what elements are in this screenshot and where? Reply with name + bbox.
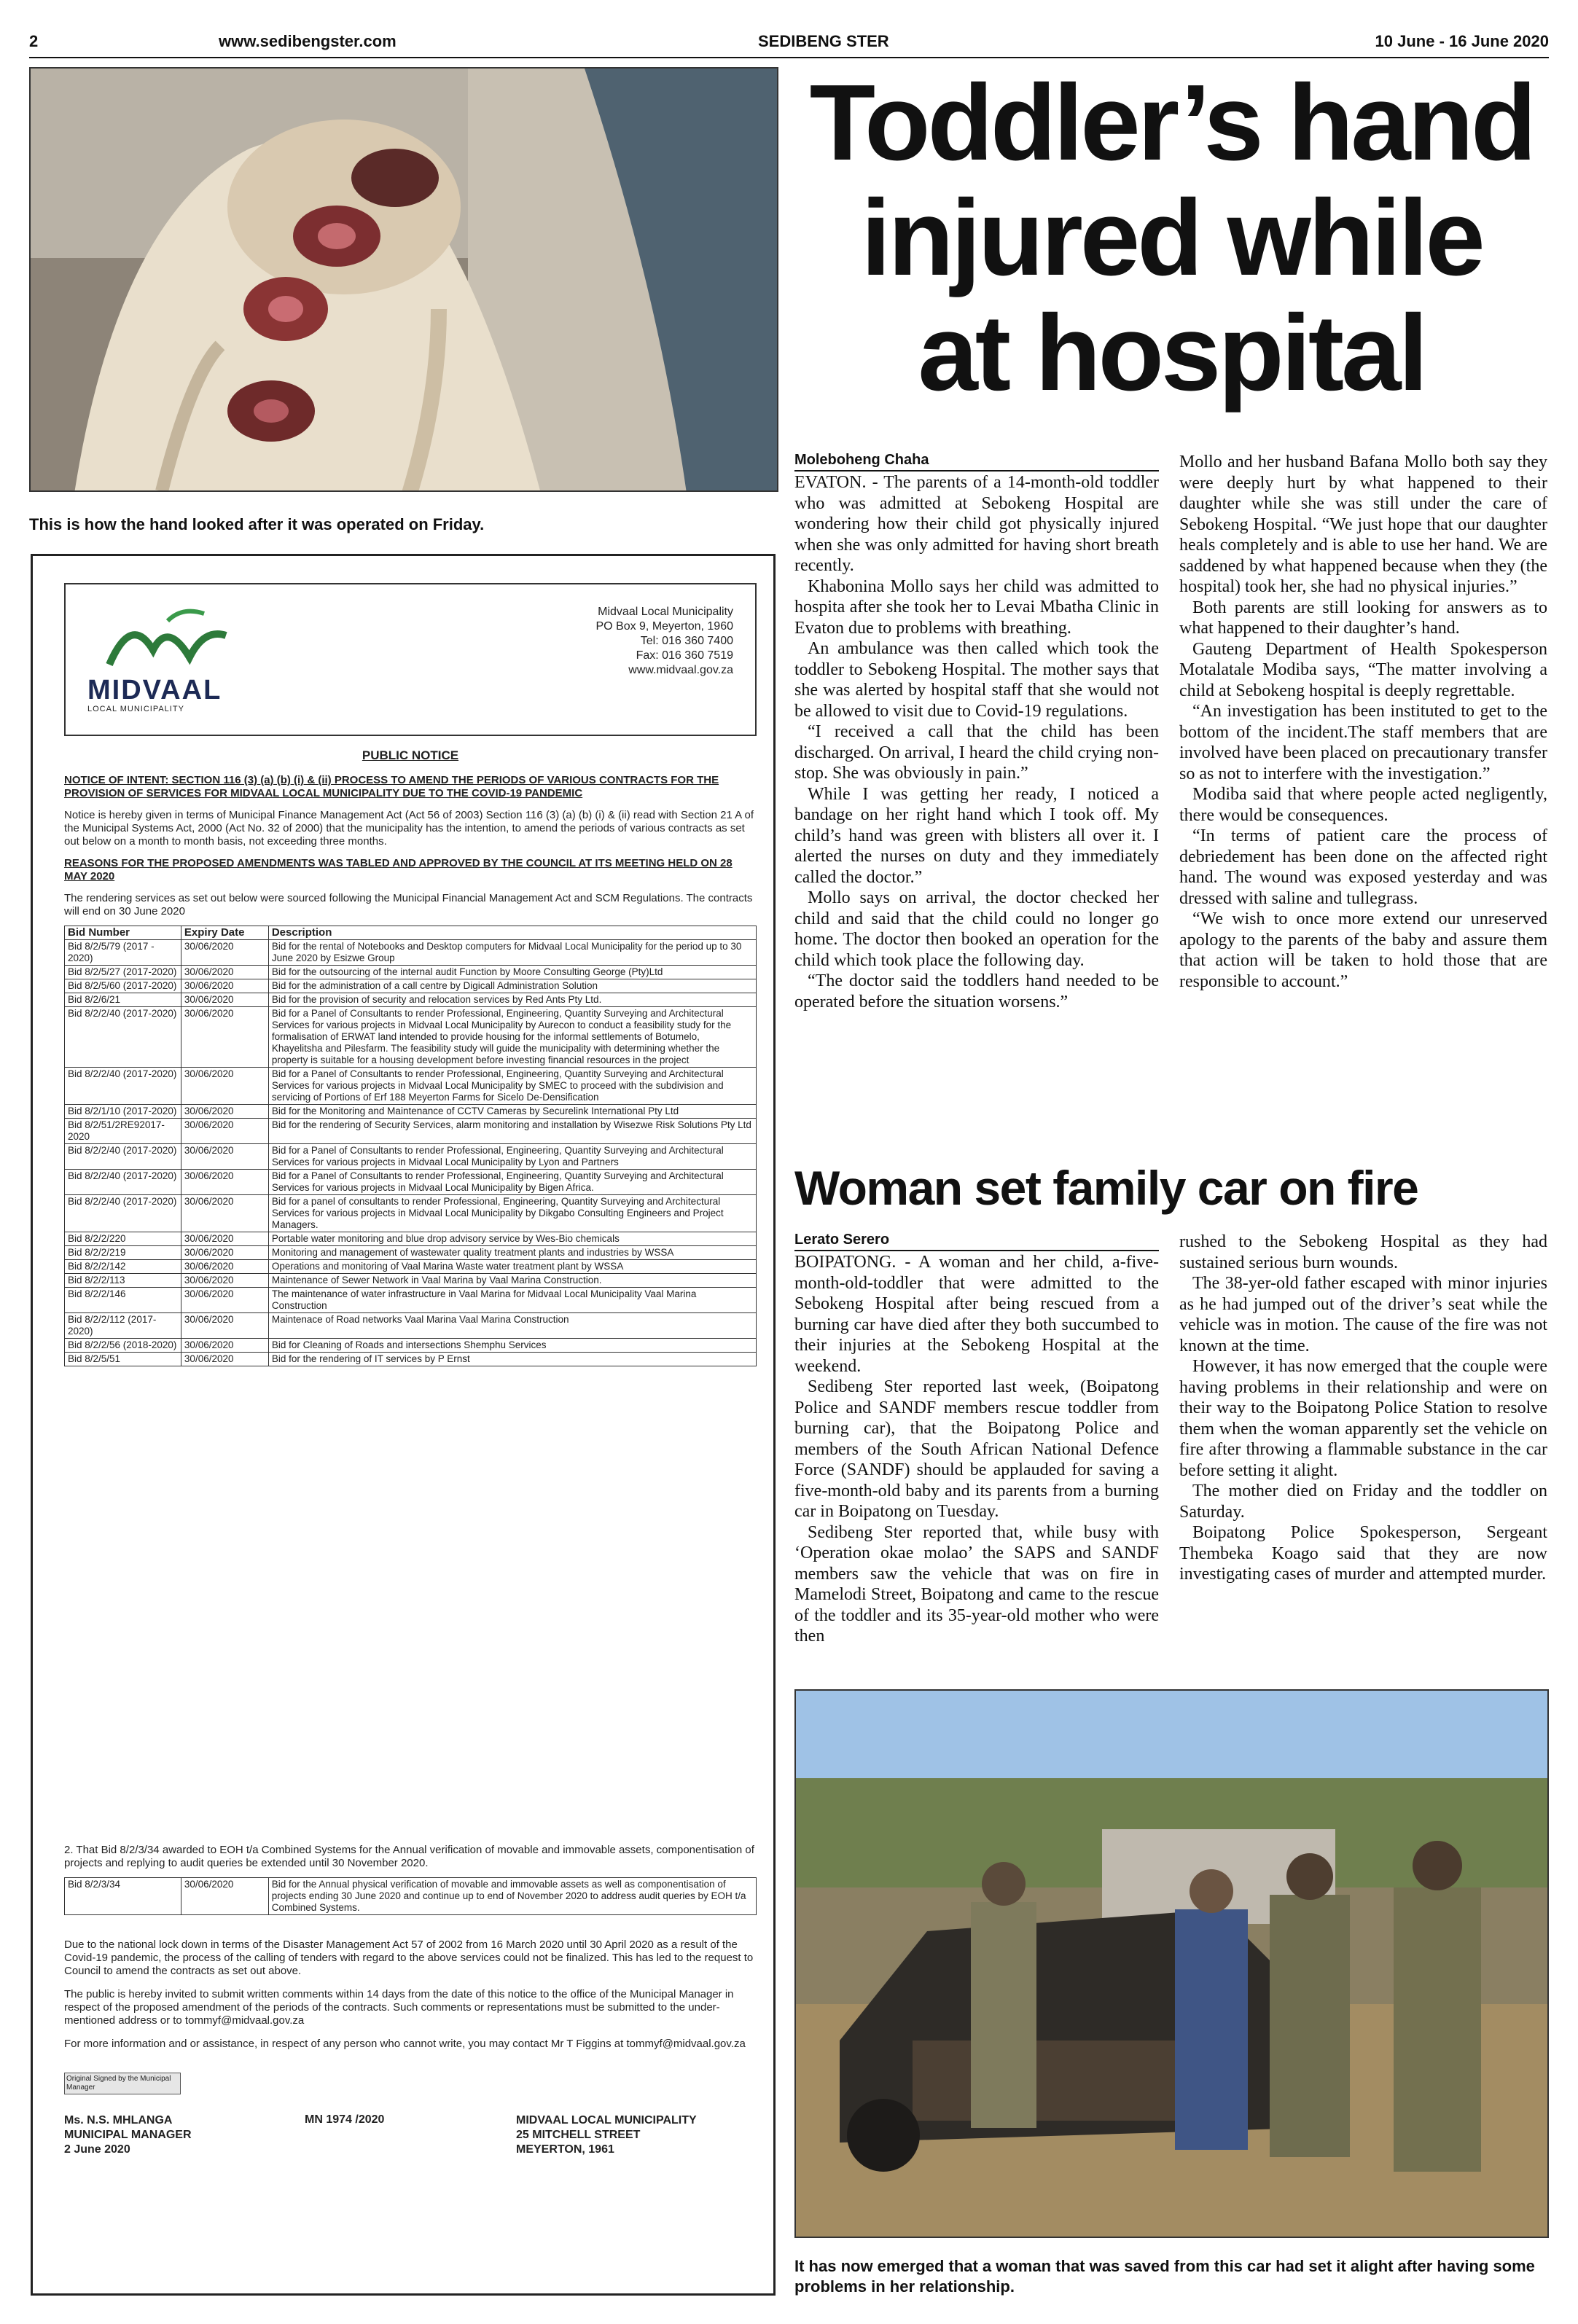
fire-paragraph: Sedibeng Ster reported that, while busy with ‘Operation okae molao’ the SAPS and SANDF members saw the vehicle that was on fire in Mamelodi Street, Boipatong and came to the rescue of the toddler and its 35-year-old mother who were then xyxy=(794,1522,1159,1646)
bid-description: Bid for the rendering of IT services by P Ernst xyxy=(268,1353,756,1366)
bid-description: Bid for the provision of security and relocation services by Red Ants Pty Ltd. xyxy=(268,993,756,1007)
notice-number: MN 1974 /2020 xyxy=(305,2113,385,2126)
table-row xyxy=(65,1232,757,1246)
bid-number: Bid 8/2/3/34 xyxy=(65,1878,181,1915)
fire-paragraph: However, it has now emerged that the couple were having problems in their relationship and were on their way to the Boipatong Police Station to resolve them when the woman apparently set the vehicle on fire after throwing a flammable substance in the car before setting it alight. xyxy=(1179,1357,1547,1480)
page-number: 2 xyxy=(29,32,39,50)
toddler-paragraph: While I was getting her ready, I noticed a bandage on her right hand which I took off. My child’s hand was green with blisters all over it. I alerted the nurses on duty and they immediately called the doctor.” xyxy=(794,784,1159,887)
expiry-date: 30/06/2020 xyxy=(181,1246,268,1260)
notice-item-2: 2. That Bid 8/2/3/34 awarded to EOH t/a Combined Systems for the Annual verification of movable and immovable assets, componentisation of projects and replying to audit queries be extended until 30 November 2020. xyxy=(64,1844,754,1869)
bid-description: Maintenace of Road networks Vaal Marina Vaal Marina Construction xyxy=(268,1313,756,1339)
table-row xyxy=(65,1274,757,1288)
expiry-date: 30/06/2020 xyxy=(181,1353,268,1366)
fire-headline: Woman set family car on fire xyxy=(794,1161,1418,1215)
address-line: PO Box 9, Meyerton, 1960 xyxy=(595,620,733,633)
toddler-paragraph: “An investigation has been instituted to get to the bottom of the incident.The staff members that are involved have been placed on precautionary transfer so as not to interfere with the investigation.” xyxy=(1179,702,1547,783)
table-row xyxy=(65,1105,757,1119)
car-fire-photo-caption: It has now emerged that a woman that was saved from this car had set it alight after having some problems in her relationship. xyxy=(794,2257,1535,2296)
table-row xyxy=(65,1068,757,1105)
bid-number: Bid 8/2/2/40 (2017-2020) xyxy=(65,1144,181,1170)
bid-description: Bid for the Monitoring and Maintenance of CCTV Cameras by Securelink International Pty Ltd xyxy=(268,1105,756,1119)
address-line: Fax: 016 360 7519 xyxy=(636,649,733,662)
address-line: Midvaal Local Municipality xyxy=(598,606,733,618)
table-row xyxy=(65,1119,757,1144)
table-row xyxy=(65,1288,757,1313)
original-signed-stamp: Original Signed by the Municipal Manager xyxy=(64,2073,181,2094)
hand-photo-illustration xyxy=(31,69,778,492)
expiry-date: 30/06/2020 xyxy=(181,940,268,966)
midvaal-logo xyxy=(87,606,255,716)
notice-signatory xyxy=(64,2113,283,2157)
bid-number: Bid 8/2/5/79 (2017 - 2020) xyxy=(65,940,181,966)
table-row xyxy=(65,940,757,966)
bid-number: Bid 8/2/2/40 (2017-2020) xyxy=(65,1195,181,1232)
fire-byline: Lerato Serero xyxy=(794,1232,1159,1251)
toddler-headline-line-3: at hospital xyxy=(918,293,1426,413)
toddler-column-1 xyxy=(794,472,1159,1012)
notice-rendering: The rendering services as set out below were sourced following the Municipal Financial Management Act and SCM Regulations. The contracts will end on 30 June 2020 xyxy=(64,892,753,918)
fire-paragraph: BOIPATONG. - A woman and her child, a-five-month-old-toddler that were admitted to the Sebokeng Hospital after being rescued from a burning car have died after they both succumbed to their injuries at the Sebokeng Hospital at the weekend. xyxy=(794,1253,1159,1376)
bid-description: Bid for the outsourcing of the internal audit Function by Moore Consulting George (Pty)Ltd xyxy=(268,966,756,979)
table-row xyxy=(65,1170,757,1195)
expiry-date-header: Expiry Date xyxy=(181,926,268,940)
bid-number: Bid 8/2/2/220 xyxy=(65,1232,181,1246)
bid-description: Bid for the rental of Notebooks and Desktop computers for Midvaal Local Municipality for the period up to 30 June 2020 by Esizwe Group xyxy=(268,940,756,966)
bid-description: Operations and monitoring of Vaal Marina Waste water treatment plant by WSSA xyxy=(268,1260,756,1274)
expiry-date: 30/06/2020 xyxy=(181,1313,268,1339)
table-row xyxy=(65,979,757,993)
expiry-date: 30/06/2020 xyxy=(181,1339,268,1353)
notice-public-comments: The public is hereby invited to submit written comments within 14 days from the date of this notice to the office of the Municipal Manager in respect of the proposed amendment of the periods of the contracts. Such comments or representations must be submitted to the under-mentioned address or to tommyf@midvaal.gov.za xyxy=(64,1988,734,2027)
fire-paragraph: Boipatong Police Spokesperson, Sergeant Thembeka Koago said that they are now investigating cases of murder and attempted murder. xyxy=(1179,1523,1547,1584)
expiry-date: 30/06/2020 xyxy=(181,993,268,1007)
bid-number: Bid 8/2/6/21 xyxy=(65,993,181,1007)
notice-footer-address xyxy=(516,2113,757,2157)
table-row xyxy=(65,1313,757,1339)
notice-intent-heading: NOTICE OF INTENT: SECTION 116 (3) (a) (b) (i) & (ii) PROCESS TO AMEND THE PERIODS OF VARIOUS CONTRACTS FOR THE PROVISION OF SERVICES FOR MIDVAAL LOCAL MUNICIPALITY DUE TO THE COVID-19 PANDEMIC xyxy=(64,774,719,799)
notice-info: For more information and or assistance, in respect of any person who cannot write, you may contact Mr T Figgins at tommyf@midvaal.gov.za xyxy=(64,2038,746,2050)
toddler-paragraph: “In terms of patient care the process of debriedement has been done on the affected right hand. The wound was exposed yesterday and was dressed with saline and tullegrass. xyxy=(1179,826,1547,908)
table-row xyxy=(65,1260,757,1274)
logo-subtitle: LOCAL MUNICIPALITY xyxy=(87,705,184,713)
toddler-paragraph: Gauteng Department of Health Spokesperson Motalatale Modiba says, “The matter involving a child at Sebokeng hospital is deeply regrettable. xyxy=(1179,639,1547,700)
bid-description: Bid for the Annual physical verification of movable and immovable assets as well as componentisation of projects ending 30 June 2020 and continue up to end of November 2020 to address audit queries by EOH t/a Combined Systems. xyxy=(268,1878,756,1915)
bid-number: Bid 8/2/2/113 xyxy=(65,1274,181,1288)
toddler-paragraph: “I received a call that the child has been discharged. On arrival, I heard the child crying non-stop. She was obviously in pain.” xyxy=(794,722,1159,783)
bids-table-header xyxy=(65,926,757,940)
bid-number: Bid 8/2/5/51 xyxy=(65,1353,181,1366)
table-row xyxy=(65,1007,757,1068)
toddler-headline-line-2: injured while xyxy=(861,178,1483,298)
toddler-paragraph: “The doctor said the toddlers hand needed to be operated before the situation worsens.” xyxy=(794,971,1159,1012)
bid-number: Bid 8/2/2/40 (2017-2020) xyxy=(65,1170,181,1195)
bid-number: Bid 8/2/5/27 (2017-2020) xyxy=(65,966,181,979)
signatory-title: MUNICIPAL MANAGER xyxy=(64,2129,192,2141)
expiry-date: 30/06/2020 xyxy=(181,966,268,979)
car-fire-photo xyxy=(794,1689,1549,2238)
toddler-paragraph: Khabonina Mollo says her child was admitted to hospita after she took her to Levai Mbatha Clinic in Evaton due to problems with breathing. xyxy=(794,576,1159,638)
bid-number: Bid 8/2/2/56 (2018-2020) xyxy=(65,1339,181,1353)
footer-address-line: MIDVAAL LOCAL MUNICIPALITY xyxy=(516,2114,697,2127)
hand-photo xyxy=(29,67,778,492)
bid-description: Bid for a Panel of Consultants to render Professional, Engineering, Quantity Surveying and Architectural Services for various projects in Midvaal Local Municipality by Aurecon to conduct a feasibility study for the formalisation of ERWAT land intended to provide housing for the informal settlements of Botumelo, Khayelitsha and Pilesfarm. The feasibility study will guide the municipality with determining whether the property is suitable for a housing development before investing financial resources in the project xyxy=(268,1007,756,1068)
table-row xyxy=(65,1339,757,1353)
toddler-paragraph: “We wish to once more extend our unreserved apology to the parents of the baby and assure them that action will be taken to hold those that are responsible to account.” xyxy=(1179,909,1547,991)
bids-table xyxy=(64,926,757,1366)
toddler-paragraph: An ambulance was then called which took the toddler to Sebokeng Hospital. The mother says that she was alerted by hospital staff that she would not be allowed to visit due to Covid-19 regulations. xyxy=(794,639,1159,721)
masthead xyxy=(29,29,1549,58)
expiry-date: 30/06/2020 xyxy=(181,1119,268,1144)
notice-reasons-heading: REASONS FOR THE PROPOSED AMENDMENTS WAS TABLED AND APPROVED BY THE COUNCIL AT ITS MEETING HELD ON 28 MAY 2020 xyxy=(64,857,733,883)
notice-letterhead xyxy=(64,583,757,736)
bids-table-body xyxy=(65,940,757,1366)
midvaal-logo-mark xyxy=(87,606,255,672)
expiry-date: 30/06/2020 xyxy=(181,1274,268,1288)
expiry-date: 30/06/2020 xyxy=(181,1232,268,1246)
issue-date: 10 June - 16 June 2020 xyxy=(1375,32,1549,50)
bid-number-header: Bid Number xyxy=(65,926,181,940)
toddler-byline: Moleboheng Chaha xyxy=(794,452,1159,472)
bid-number: Bid 8/2/5/60 (2017-2020) xyxy=(65,979,181,993)
bid-number: Bid 8/2/2/40 (2017-2020) xyxy=(65,1068,181,1105)
address-line: Tel: 016 360 7400 xyxy=(640,635,733,647)
expiry-date: 30/06/2020 xyxy=(181,1170,268,1195)
bid-number: Bid 8/2/2/112 (2017-2020) xyxy=(65,1313,181,1339)
website[interactable]: www.sedibengster.com xyxy=(219,32,397,50)
footer-address-line: 25 MITCHELL STREET xyxy=(516,2129,641,2141)
table-row xyxy=(65,1195,757,1232)
table-row xyxy=(65,1878,757,1915)
expiry-date: 30/06/2020 xyxy=(181,1068,268,1105)
toddler-paragraph: Modiba said that where people acted negligently, there would be consequences. xyxy=(1179,785,1547,825)
bid-description: Portable water monitoring and blue drop advisory service by Wes-Bio chemicals xyxy=(268,1232,756,1246)
bid-description: Bid for a Panel of Consultants to render Professional, Engineering, Quantity Surveying and Architectural Services for various projects in Midvaal Local Municipality by SMEC to proceed with the subdivision and servicing of Portions of Erf 188 Meyerton Farms for Sicelo De-Densification xyxy=(268,1068,756,1105)
bid-number: Bid 8/2/2/40 (2017-2020) xyxy=(65,1007,181,1068)
fire-paragraph: The 38-yer-old father escaped with minor injuries as he had jumped out of the driver’s seat while the vehicle was in motion. The cause of the fire was not known at the time. xyxy=(1179,1274,1547,1355)
fire-paragraph: rushed to the Sebokeng Hospital as they had sustained serious burn wounds. xyxy=(1179,1232,1547,1272)
bid-number: Bid 8/2/2/142 xyxy=(65,1260,181,1274)
logo-name: MIDVAAL xyxy=(87,675,222,705)
notice-title: PUBLIC NOTICE xyxy=(362,748,459,762)
toddler-paragraph: Mollo says on arrival, the doctor checked her child and said that the child could no longer go home. The doctor then booked an operation for the child which took place the following day. xyxy=(794,888,1159,970)
signatory-date: 2 June 2020 xyxy=(64,2143,130,2156)
table-row xyxy=(65,1144,757,1170)
table-row xyxy=(65,966,757,979)
fire-paragraph: Sedibeng Ster reported last week, (Boipatong Police and SANDF members rescue toddler from burning car), that the Boipatong Police and members of the South African National Defence Force (SANDF) should be applauded for saving a five-month-old baby and its parents from a burning car in Boipatong on Tuesday. xyxy=(794,1377,1159,1521)
hand-photo-caption: This is how the hand looked after it was operated on Friday. xyxy=(29,515,485,533)
expiry-date: 30/06/2020 xyxy=(181,1878,268,1915)
bid-description: Bid for the administration of a call centre by Digicall Administration Solution xyxy=(268,979,756,993)
table-row xyxy=(65,1353,757,1366)
bid-number: Bid 8/2/1/10 (2017-2020) xyxy=(65,1105,181,1119)
toddler-paragraph: Both parents are still looking for answers as to what happened to their daughter’s hand. xyxy=(1179,598,1547,638)
description-header: Description xyxy=(268,926,756,940)
bid-description: Maintenance of Sewer Network in Vaal Marina by Vaal Marina Construction. xyxy=(268,1274,756,1288)
notice-address xyxy=(595,605,733,678)
signatory-name: Ms. N.S. MHLANGA xyxy=(64,2114,173,2127)
expiry-date: 30/06/2020 xyxy=(181,1007,268,1068)
bid-description: Bid for Cleaning of Roads and intersections Shemphu Services xyxy=(268,1339,756,1353)
notice-intro: Notice is hereby given in terms of Municipal Finance Management Act (Act 56 of 2003) Section 116 (3) (a) (b) (i) & (ii) read with Section 21 A of the Municipal Systems Act, 2000 (Act No. 32 of 2000) that the municipality has the intention, to amend the periods of various contracts as set out below on a month to month basis, not exceeding three months. xyxy=(64,809,754,848)
table-row xyxy=(65,1246,757,1260)
footer-address-line: MEYERTON, 1961 xyxy=(516,2143,614,2156)
table-row xyxy=(65,993,757,1007)
bid-description: Bid for the rendering of Security Services, alarm monitoring and installation by Wisezwe Risk Solutions Pty Ltd xyxy=(268,1119,756,1144)
expiry-date: 30/06/2020 xyxy=(181,1105,268,1119)
toddler-headline-line-1: Toddler’s hand xyxy=(809,63,1534,183)
bid-2-table xyxy=(64,1877,757,1915)
bid-number: Bid 8/2/2/219 xyxy=(65,1246,181,1260)
paper-name: SEDIBENG STER xyxy=(758,32,889,50)
fire-column-2 xyxy=(1179,1232,1547,1585)
bid-description: The maintenance of water infrastructure in Vaal Marina for Midvaal Local Municipality Vaal Marina Construction xyxy=(268,1288,756,1313)
expiry-date: 30/06/2020 xyxy=(181,1288,268,1313)
bid-description: Monitoring and management of wastewater quality treatment plants and industries by WSSA xyxy=(268,1246,756,1260)
fire-column-1 xyxy=(794,1252,1159,1647)
toddler-column-2 xyxy=(1179,452,1547,992)
bid-description: Bid for a Panel of Consultants to render Professional, Engineering, Quantity Surveying and Architectural Services for various projects in Midvaal Local Municipality by Bigen Africa. xyxy=(268,1170,756,1195)
toddler-paragraph: Mollo and her husband Bafana Mollo both say they were deeply hurt by what happened to their daughter while she was still under the care of Sebokeng Hospital. “We just hope that our daughter heals completely and is able to use her hand. We are saddened by what happened because when they (the hospital) took her, she had no physical injuries.” xyxy=(1179,453,1547,596)
toddler-paragraph: EVATON. - The parents of a 14-month-old toddler who was admitted at Sebokeng Hospital are wondering how their child got physically injured when she was only admitted for having short breath recently. xyxy=(794,473,1159,575)
car-fire-photo-illustration xyxy=(796,1691,1549,2238)
bid-description: Bid for a panel of consultants to render Professional, Engineering, Quantity Surveying and Architectural Services for various projects in Midvaal Local Municipality by Dikgabo Consulting Engineers and Project Managers. xyxy=(268,1195,756,1232)
municipal-notice xyxy=(64,583,757,2281)
address-line: www.midvaal.gov.za xyxy=(628,664,733,676)
bid-number: Bid 8/2/2/146 xyxy=(65,1288,181,1313)
toddler-headline xyxy=(794,63,1549,413)
bid-description: Bid for a Panel of Consultants to render Professional, Engineering, Quantity Surveying and Architectural Services for various projects in Midvaal Local Municipality by Lyon and Partners xyxy=(268,1144,756,1170)
expiry-date: 30/06/2020 xyxy=(181,1195,268,1232)
notice-lockdown: Due to the national lock down in terms of the Disaster Management Act 57 of 2002 from 16 March 2020 until 30 April 2020 as a result of the Covid-19 pandemic, the process of the calling of tenders with regard to the above services could not be finalized. This has led to the request to Council to amend the contracts as set out above. xyxy=(64,1938,754,1977)
expiry-date: 30/06/2020 xyxy=(181,979,268,993)
expiry-date: 30/06/2020 xyxy=(181,1260,268,1274)
expiry-date: 30/06/2020 xyxy=(181,1144,268,1170)
bid-number: Bid 8/2/51/2RE92017-2020 xyxy=(65,1119,181,1144)
fire-paragraph: The mother died on Friday and the toddler on Saturday. xyxy=(1179,1482,1547,1522)
